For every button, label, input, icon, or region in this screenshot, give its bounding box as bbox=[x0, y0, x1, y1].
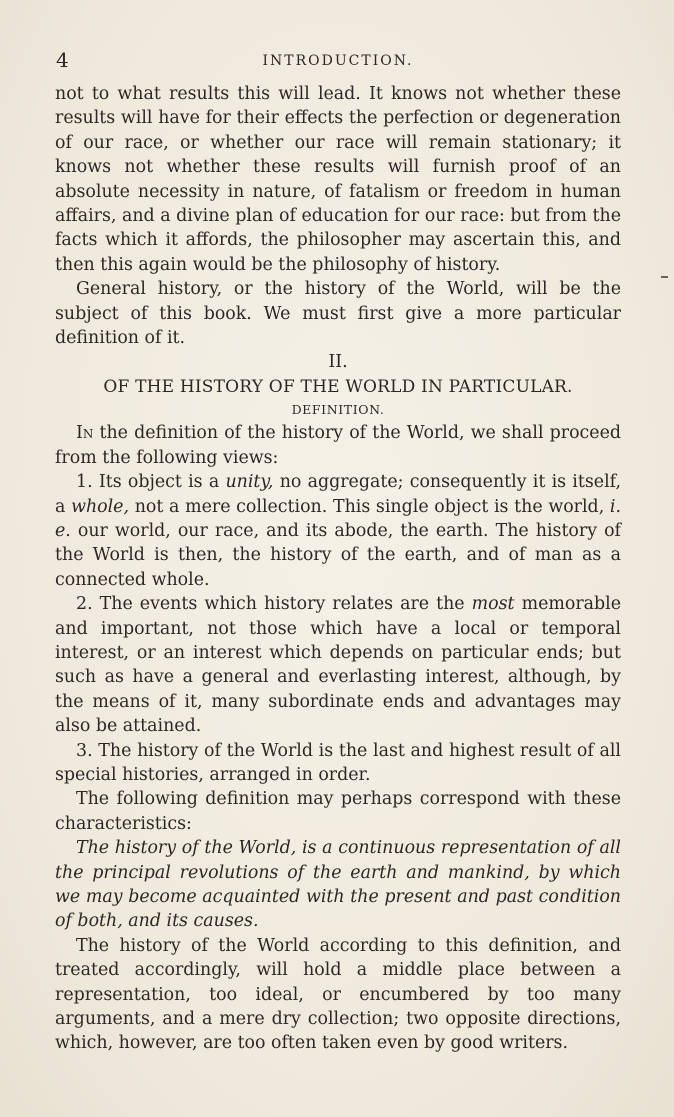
point-2-emphasis-most: most bbox=[471, 594, 515, 615]
page-body bbox=[55, 82, 621, 1056]
numbered-point-1 bbox=[55, 470, 621, 592]
paragraph-general-history: General history, or the history of the World, will be the subject of this book. We must first give a more particular definition of it. bbox=[55, 279, 621, 349]
point-1-text-d: our world, our race, and its abode, the earth. The history of the World is then, the history of the earth, and of man as a connected whole. bbox=[55, 520, 621, 590]
page-number: 4 bbox=[56, 48, 69, 72]
section-title: OF THE HISTORY OF THE WORLD IN PARTICULAR. bbox=[103, 376, 573, 397]
definition-italic-block: The history of the World, is a continuous representation of all the principal revolutions of the earth and mankind, by which we may become acquainted with the present and past condition of both, and its causes. bbox=[55, 838, 621, 932]
point-1-emphasis-whole: whole, bbox=[71, 496, 130, 517]
paragraph-definition-lead: The following definition may perhaps correspond with these characteristics: bbox=[55, 789, 621, 834]
section-subtitle: DEFINITION. bbox=[291, 402, 385, 418]
numbered-point-3: 3. The history of the World is the last and highest result of all special histories, arranged in order. bbox=[55, 740, 621, 785]
paragraph-intro bbox=[55, 421, 621, 470]
point-1-text-a: 1. Its object is a bbox=[76, 472, 226, 493]
running-title: INTRODUCTION. bbox=[262, 53, 414, 69]
point-1-emphasis-unity: unity, bbox=[225, 472, 274, 493]
margin-mark bbox=[661, 276, 668, 278]
paragraph-final: The history of the World according to this definition, and treated accordingly, will hold a middle place between a representation, too ideal, or encumbered by too many arguments, and a mere dry collection; two opposite directions, which, however, are too often taken even by good writers. bbox=[55, 935, 621, 1054]
point-1-text-b: no aggregate; consequently it is itself, a bbox=[55, 472, 621, 517]
numbered-point-2 bbox=[55, 592, 621, 738]
section-number: II. bbox=[328, 352, 348, 373]
intro-text: the definition of the history of the World, we shall proceed from the following views: bbox=[55, 423, 621, 468]
point-2-text-a: 2. The events which history relates are the bbox=[76, 594, 472, 615]
page-header bbox=[56, 48, 620, 72]
point-2-text-b: memorable and important, not those which have a local or temporal interest, or an interest which depends on particular ends; but such as have a general and everlasting interest, although, by the means of it, many subordinate ends and advantages may also be attained. bbox=[55, 594, 621, 737]
point-1-text-c: not a mere collection. This single object is the world, bbox=[129, 496, 610, 517]
point-1-emphasis-ie: i. e. bbox=[55, 496, 621, 541]
dropcap-word: In bbox=[76, 423, 94, 444]
paragraph-continuation: not to what results this will lead. It knows not whether these results will have for their effects the perfection or degeneration of our race, or whether our race will remain stationary; it knows not whether these results will furnish proof of an absolute necessity in nature, of fatalism or freedom in human affairs, and a divine plan of education for our race: but from the facts which it affords, the philosopher may ascertain this, and then this again would be the philosophy of history. bbox=[55, 84, 621, 275]
